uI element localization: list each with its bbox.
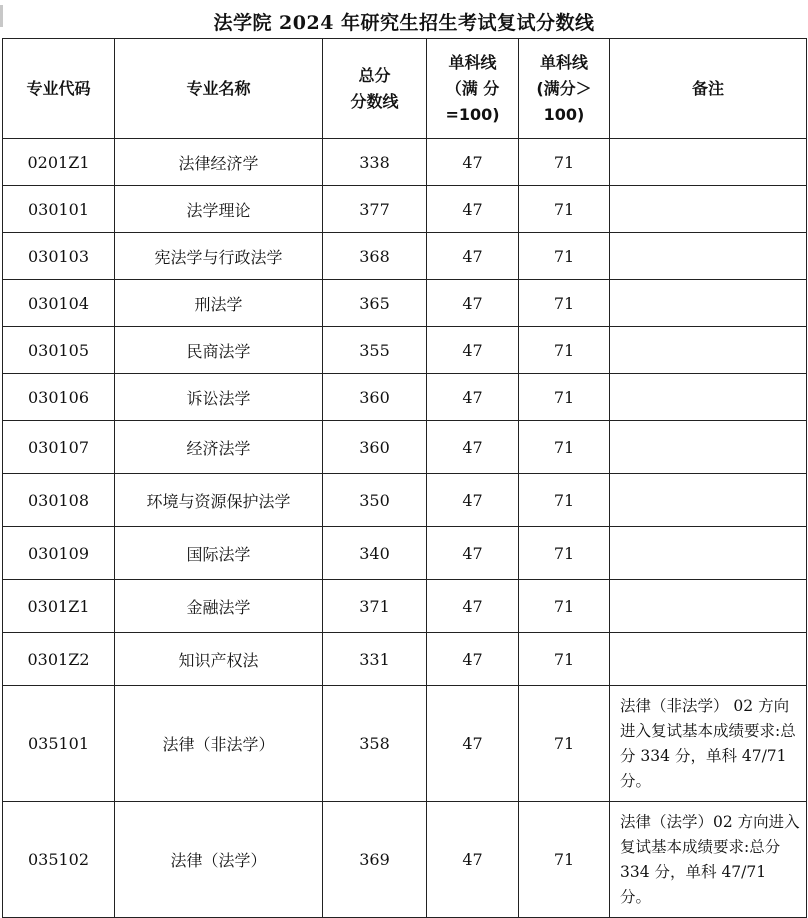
cell-code: 030101: [3, 186, 115, 233]
table-row: [3, 233, 807, 280]
header-s1-line2: （满 分: [445, 78, 500, 98]
cell-total: 368: [323, 233, 427, 280]
cell-total: 350: [323, 474, 427, 527]
score-table: [2, 38, 807, 918]
header-s1-line1: 单科线: [448, 52, 497, 72]
cell-s1: 47: [427, 327, 519, 374]
cell-name: 宪法学与行政法学: [115, 233, 323, 280]
cell-code: 0201Z1: [3, 139, 115, 186]
cell-note: [610, 280, 807, 327]
header-s2-line1: 单科线: [539, 52, 588, 72]
cell-code: 030105: [3, 327, 115, 374]
header-s2-line3: 100): [543, 104, 585, 124]
cell-s2: 71: [519, 580, 610, 633]
table-row: [3, 527, 807, 580]
cell-note: [610, 580, 807, 633]
cell-s1: 47: [427, 374, 519, 421]
header-s1-line3: =100): [445, 104, 500, 124]
cell-code: 030103: [3, 233, 115, 280]
cell-note: [610, 374, 807, 421]
cell-s1: 47: [427, 421, 519, 474]
cell-s2: 71: [519, 633, 610, 686]
cell-s1: 47: [427, 280, 519, 327]
page-title: 法学院 2024 年研究生招生考试复试分数线: [213, 12, 595, 34]
table-row: [3, 802, 807, 918]
cell-s1: 47: [427, 139, 519, 186]
cell-name: 法律经济学: [115, 139, 323, 186]
table-body: [3, 139, 807, 918]
cell-name: 国际法学: [115, 527, 323, 580]
cell-total: 377: [323, 186, 427, 233]
cell-total: 338: [323, 139, 427, 186]
cell-total: 369: [323, 802, 427, 918]
cell-total: 371: [323, 580, 427, 633]
cell-note: 法律（法学）02 方向进入复试基本成绩要求:总分 334 分，单科 47/71 分。: [610, 802, 807, 918]
cell-code: 030109: [3, 527, 115, 580]
cell-s1: 47: [427, 686, 519, 802]
cell-code: 030108: [3, 474, 115, 527]
cell-total: 355: [323, 327, 427, 374]
header-single-over-100: [519, 39, 610, 139]
cell-total: 360: [323, 374, 427, 421]
cell-s2: 71: [519, 686, 610, 802]
table-row: [3, 633, 807, 686]
table-row: [3, 139, 807, 186]
table-row: [3, 686, 807, 802]
cell-s1: 47: [427, 186, 519, 233]
cell-s2: 71: [519, 233, 610, 280]
cell-name: 金融法学: [115, 580, 323, 633]
cell-total: 331: [323, 633, 427, 686]
header-total-line1: 总分: [358, 65, 391, 85]
cell-note: [610, 233, 807, 280]
cell-total: 340: [323, 527, 427, 580]
cell-note: [610, 527, 807, 580]
cell-s1: 47: [427, 802, 519, 918]
cell-s1: 47: [427, 633, 519, 686]
cell-name: 诉讼法学: [115, 374, 323, 421]
cell-code: 030106: [3, 374, 115, 421]
cell-note: 法律（非法学） 02 方向进入复试基本成绩要求:总分 334 分，单科 47/71 分。: [610, 686, 807, 802]
cell-total: 365: [323, 280, 427, 327]
cell-s2: 71: [519, 474, 610, 527]
cell-note: [610, 327, 807, 374]
cell-name: 民商法学: [115, 327, 323, 374]
table-row: [3, 374, 807, 421]
cell-total: 360: [323, 421, 427, 474]
cell-s1: 47: [427, 474, 519, 527]
cell-s2: 71: [519, 527, 610, 580]
table-row: [3, 580, 807, 633]
cell-code: 0301Z2: [3, 633, 115, 686]
header-total-line2: 分数线: [350, 91, 399, 111]
cell-code: 030107: [3, 421, 115, 474]
header-name: 专业名称: [115, 39, 323, 139]
cell-s2: 71: [519, 421, 610, 474]
header-total: [323, 39, 427, 139]
header-note: 备注: [610, 39, 807, 139]
cell-s2: 71: [519, 802, 610, 918]
header-s2-line2: (满分＞: [536, 78, 592, 98]
header-single-100: [427, 39, 519, 139]
cell-s1: 47: [427, 527, 519, 580]
cell-code: 0301Z1: [3, 580, 115, 633]
cell-name: 法律（法学）: [115, 802, 323, 918]
cell-code: 035101: [3, 686, 115, 802]
cell-s1: 47: [427, 233, 519, 280]
cell-name: 环境与资源保护法学: [115, 474, 323, 527]
cell-note: [610, 186, 807, 233]
cell-note: [610, 139, 807, 186]
cell-s2: 71: [519, 186, 610, 233]
cell-name: 法律（非法学）: [115, 686, 323, 802]
cell-name: 知识产权法: [115, 633, 323, 686]
cell-note: [610, 474, 807, 527]
cell-s2: 71: [519, 327, 610, 374]
table-header-row: [3, 39, 807, 139]
cell-total: 358: [323, 686, 427, 802]
table-row: [3, 186, 807, 233]
cell-code: 030104: [3, 280, 115, 327]
table-row: [3, 474, 807, 527]
cell-name: 刑法学: [115, 280, 323, 327]
header-code: 专业代码: [3, 39, 115, 139]
cell-s1: 47: [427, 580, 519, 633]
cell-name: 经济法学: [115, 421, 323, 474]
cell-s2: 71: [519, 280, 610, 327]
table-row: [3, 421, 807, 474]
cell-note: [610, 421, 807, 474]
cell-code: 035102: [3, 802, 115, 918]
table-row: [3, 327, 807, 374]
table-row: [3, 280, 807, 327]
cell-name: 法学理论: [115, 186, 323, 233]
cell-s2: 71: [519, 374, 610, 421]
cell-note: [610, 633, 807, 686]
cell-s2: 71: [519, 139, 610, 186]
